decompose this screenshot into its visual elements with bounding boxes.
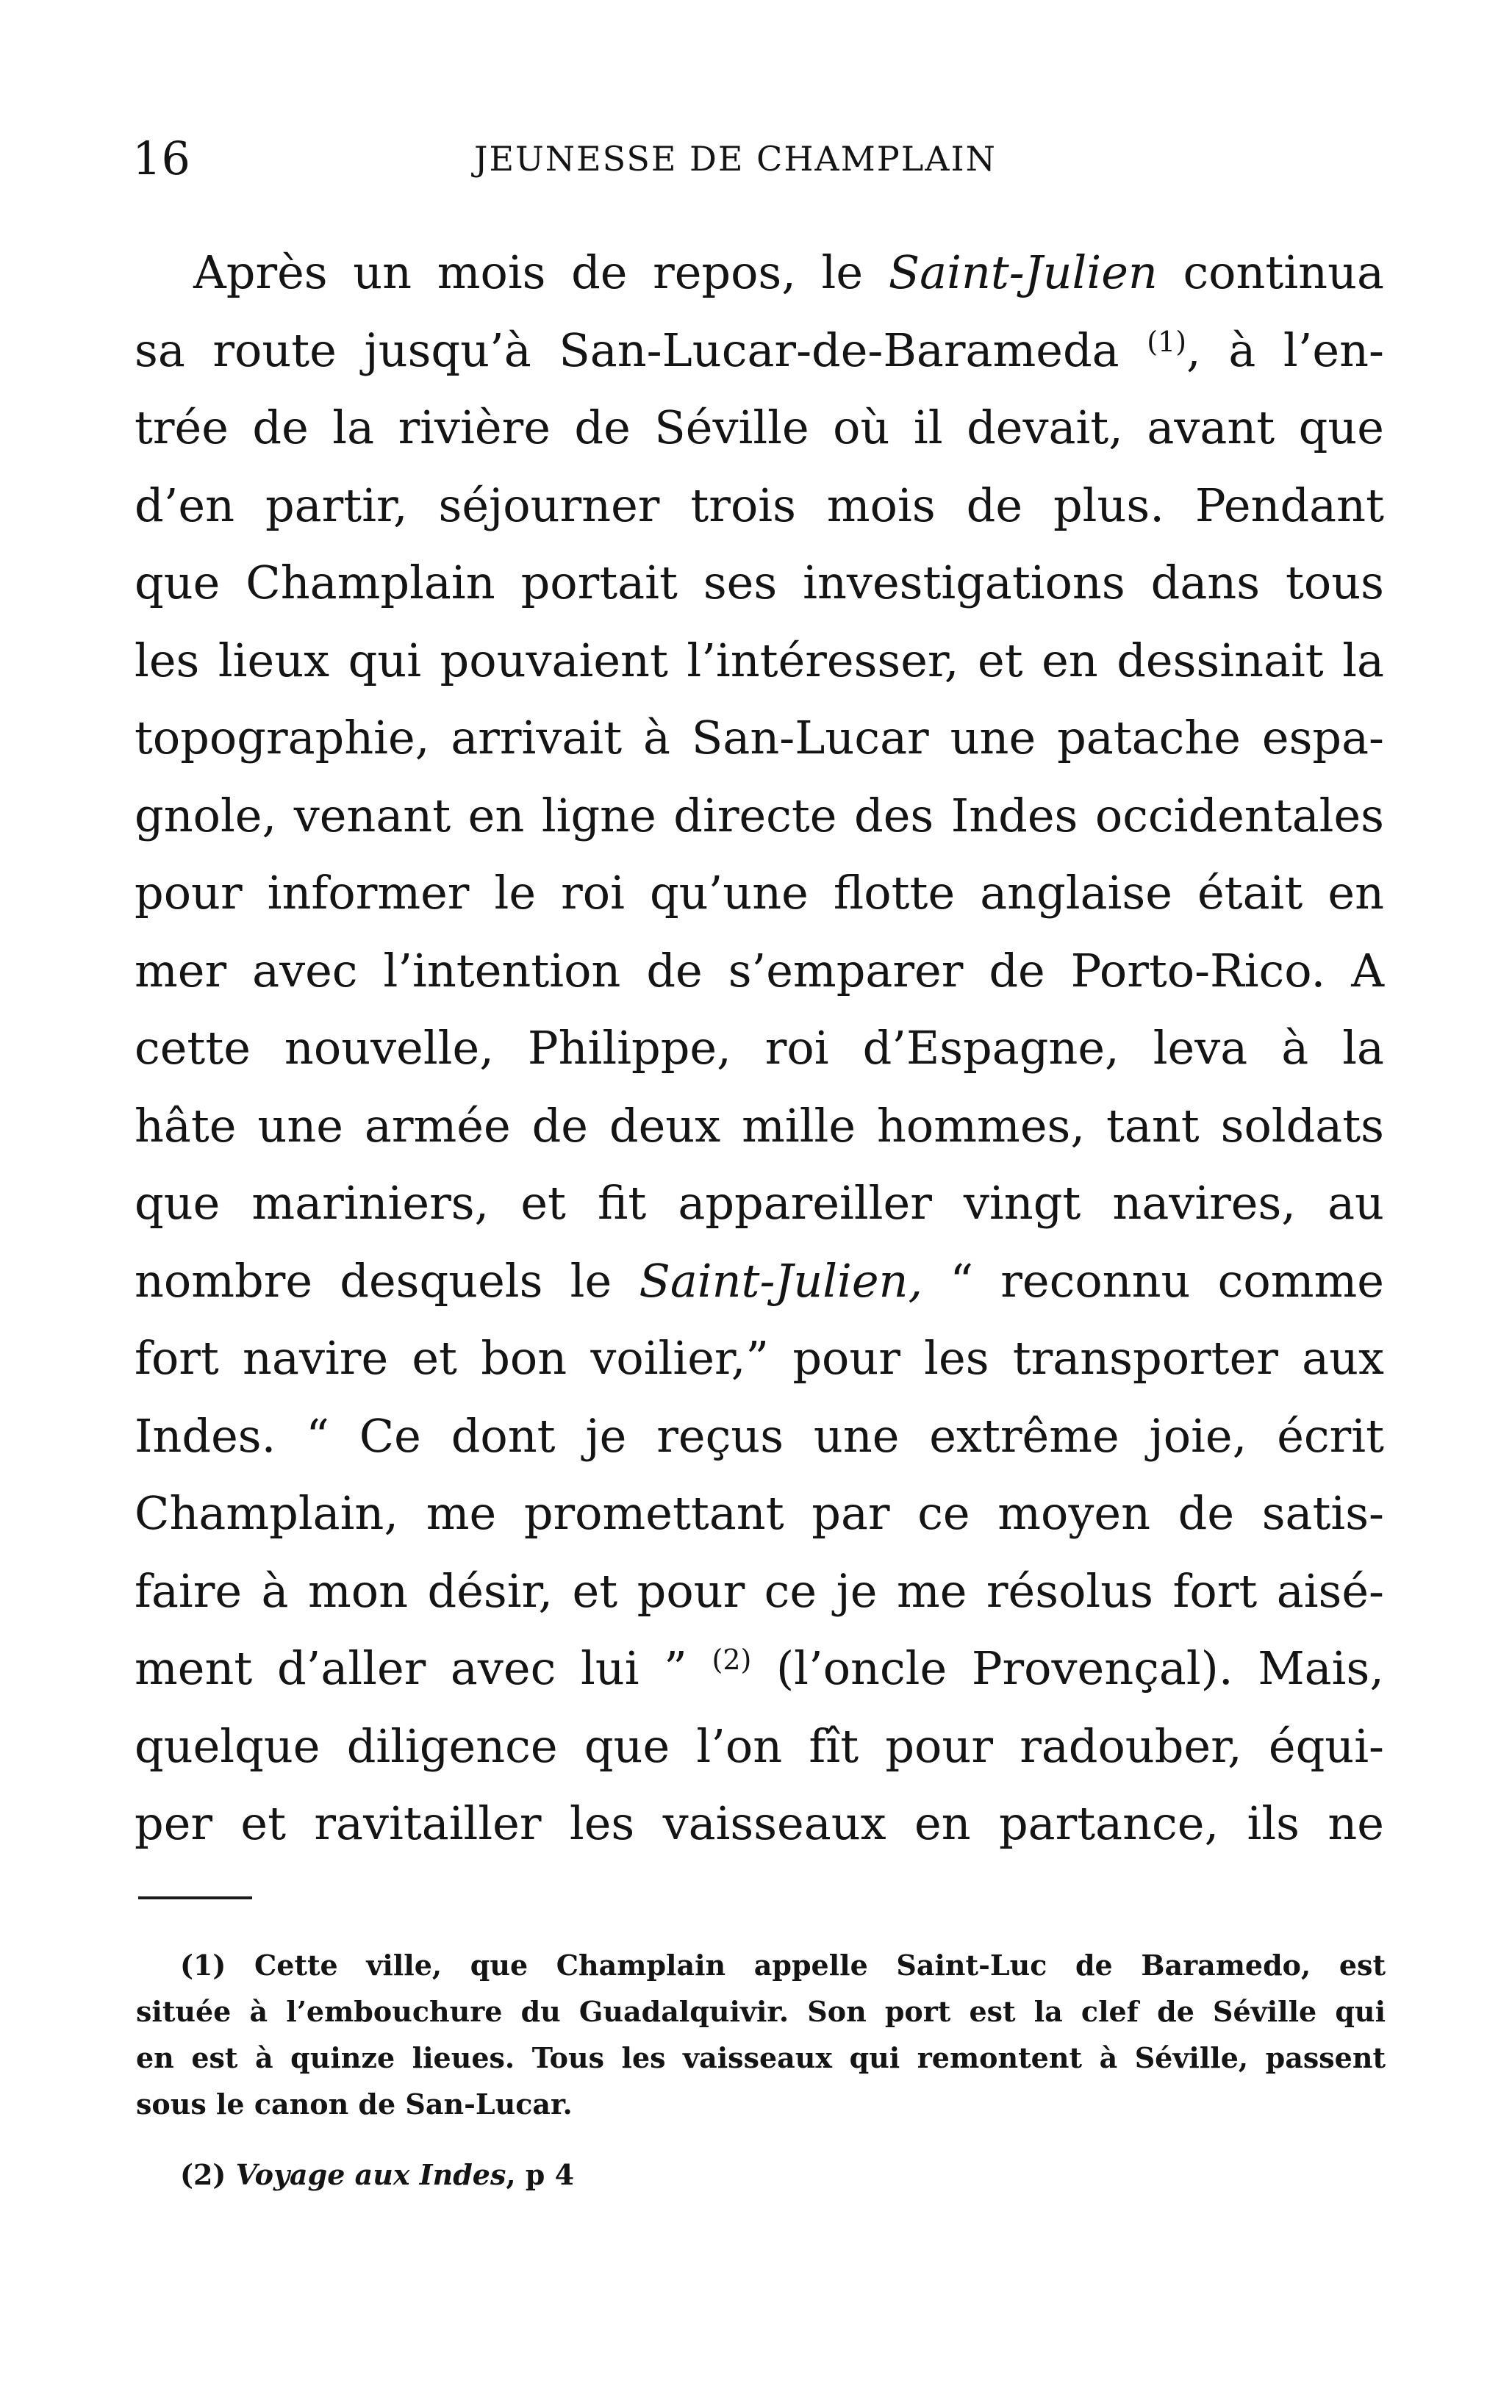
text-line: ment d’aller avec lui ” $^{(2)}$ (l’oncle Provençal). Mais, (135, 1641, 1384, 1695)
text-line: Champlain, me promettant par ce moyen de satis- (135, 1486, 1384, 1540)
footnote-1-line: sous le canon de San-Lucar. (136, 2088, 573, 2121)
text-line: d’en partir, séjourner trois mois de plus. Pendant (135, 478, 1384, 532)
text-line: per et ravitailler les vaisseaux en partance, ils ne (135, 1796, 1384, 1850)
text-line: nombre desquels le Saint-Julien, “ reconnu comme (135, 1253, 1384, 1308)
text-line: pour informer le roi qu’une flotte anglaise était en (135, 866, 1384, 920)
text-line: mer avec l’intention de s’emparer de Porto-Rico. A (135, 943, 1384, 997)
main-text (135, 234, 1384, 1863)
ship-name: Saint-Julien, (639, 1253, 923, 1308)
footnote-1-line: en est à quinze lieues. Tous les vaisseaux qui remontent à Séville, passent (136, 2041, 1386, 2074)
text-line: les lieux qui pouvaient l’intéresser, et en dessinait la (135, 633, 1384, 687)
footnotes (136, 1942, 1386, 2198)
footnote-ref-1: (1) (1147, 325, 1187, 358)
text-line: Indes. “ Ce dont je reçus une extrême joie, écrit (135, 1408, 1384, 1463)
text-line: gnole, venant en ligne directe des Indes occidentales (135, 788, 1384, 842)
footnote-1-line: (1) Cette ville, que Champlain appelle Saint-Luc de Baramedo, est (180, 1949, 1386, 1982)
text-line: cette nouvelle, Philippe, roi d’Espagne, leva à la (135, 1021, 1384, 1075)
footnote-separator (138, 1896, 252, 1899)
footnote-2-title: Voyage aux Indes (235, 2158, 506, 2191)
text-line: hâte une armée de deux mille hommes, tant soldats (135, 1098, 1384, 1153)
footnote-ref-2: (2) (712, 1644, 752, 1676)
text-line: fort navire et bon voilier,” pour les transporter aux (135, 1331, 1384, 1385)
text-line: topographie, arrivait à San-Lucar une patache espa- (135, 711, 1384, 764)
page-header (132, 129, 1382, 188)
page-number: 16 (132, 132, 190, 185)
text-line: faire à mon désir, et pour ce je me résolus fort aisé- (135, 1563, 1384, 1618)
ship-name: Saint-Julien (888, 246, 1158, 299)
footnote-1-line: située à l’embouchure du Guadalquivir. Son port est la clef de Séville qui (136, 1995, 1386, 2028)
text-line: quelque diligence que l’on fît pour radouber, équi- (135, 1719, 1384, 1773)
text-line: que Champlain portait ses investigations dans tous (135, 556, 1384, 609)
text-line: trée de la rivière de Séville où il devait, avant que (135, 401, 1384, 454)
running-title: JEUNESSE DE CHAMPLAIN (474, 139, 997, 179)
text-line: sa route jusqu’à San-Lucar-de-Barameda $^{(1)}$, à l’en- (135, 323, 1384, 377)
footnote-2: (2) Voyage aux Indes, p 4 (180, 2158, 575, 2191)
text-line: Après un mois de repos, le Saint-Julien continua (193, 246, 1384, 299)
text-line: que mariniers, et fit appareiller vingt navires, au (135, 1176, 1384, 1230)
